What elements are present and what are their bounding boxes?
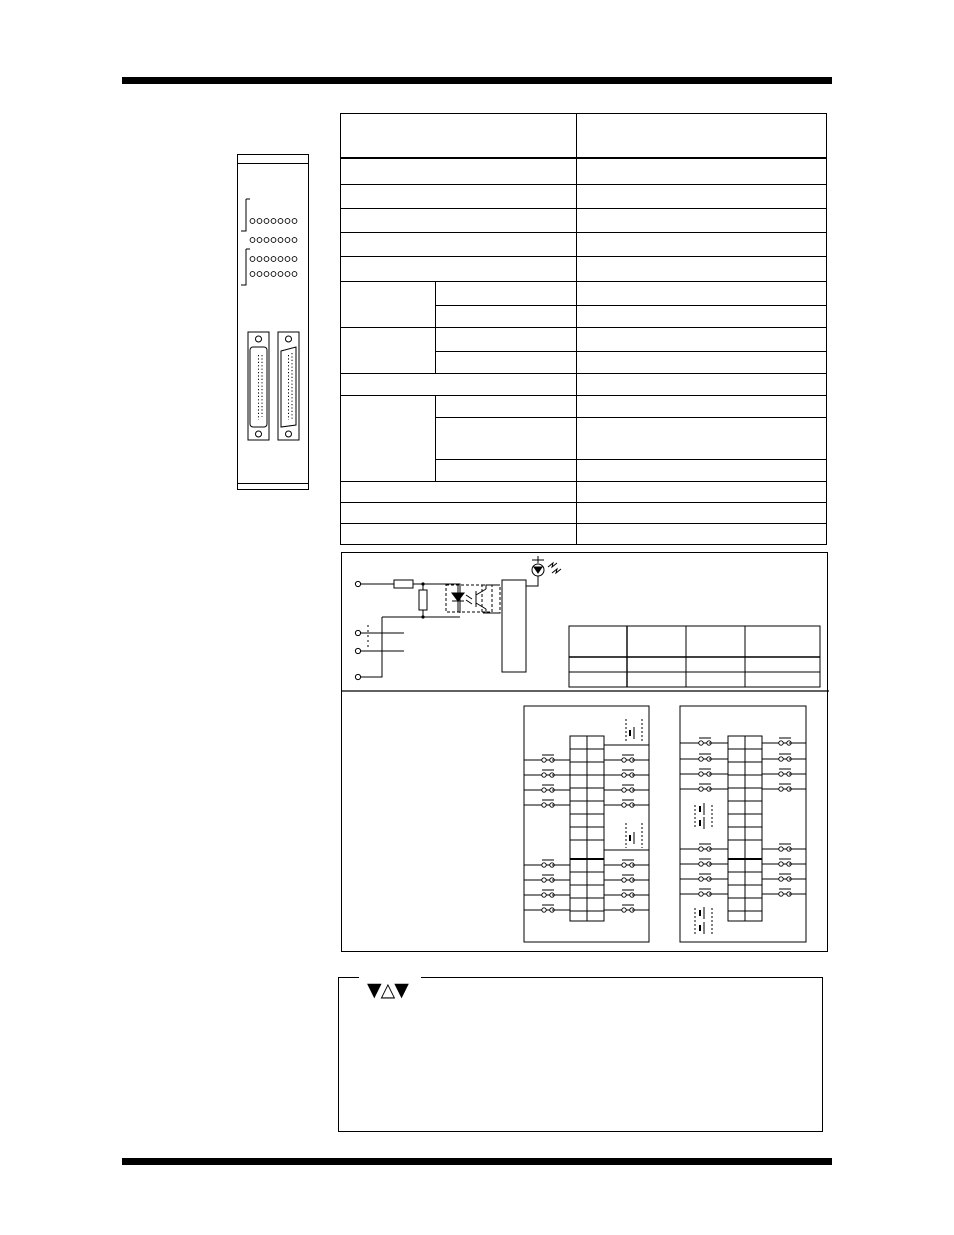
spec-cell: [577, 158, 827, 184]
spec-cell: [577, 417, 827, 459]
spec-cell: [341, 256, 577, 281]
spec-cell: [436, 327, 577, 351]
spec-cell: [577, 256, 827, 281]
led-rows: [250, 219, 297, 277]
connector-right: [278, 332, 299, 440]
spec-cell: [577, 351, 827, 373]
module-drawing: [238, 155, 310, 491]
spec-header-spec: [577, 114, 827, 159]
input-terminals: [355, 581, 360, 679]
spec-cell: [341, 158, 577, 184]
spec-cell: [577, 373, 827, 395]
spec-cell: [577, 184, 827, 208]
input-circuit-panel: [341, 552, 828, 952]
module-bottom-band: [238, 483, 308, 484]
photocoupler: [446, 585, 500, 613]
wiring-table: [569, 626, 820, 687]
top-rule: [122, 77, 832, 84]
internal-logic-block: [502, 580, 526, 672]
spec-cell: [436, 281, 577, 305]
spec-cell: [577, 481, 827, 502]
spec-cell: [577, 327, 827, 351]
caution-icon: ▼△▼: [367, 979, 408, 1001]
spec-cell: [577, 502, 827, 523]
spec-cell: [436, 305, 577, 327]
bottom-rule: [122, 1158, 832, 1165]
spec-group-cell: [341, 327, 436, 373]
connector-left: [248, 332, 269, 440]
spec-cell: [577, 208, 827, 232]
input-wiring: [361, 580, 460, 677]
spec-cell: [577, 523, 827, 544]
led-indicator-icon: [532, 556, 561, 576]
spec-cell: [577, 305, 827, 327]
spec-cell: [341, 232, 577, 256]
spec-group-cell: [341, 281, 436, 327]
spec-cell: [436, 395, 577, 417]
caution-box: [338, 977, 823, 1132]
spec-cell: [577, 395, 827, 417]
spec-cell: [341, 523, 577, 544]
spec-cell: [341, 502, 577, 523]
spec-cell: [341, 184, 577, 208]
module-front-view: [237, 154, 309, 490]
spec-cell: [577, 459, 827, 481]
spec-cell: [577, 281, 827, 305]
spec-group-cell: [341, 395, 436, 481]
wiring-diagram-sink: [524, 706, 649, 942]
spec-cell: [577, 232, 827, 256]
spec-cell: [436, 351, 577, 373]
spec-header-item: [341, 114, 577, 159]
spec-cell: [341, 373, 577, 395]
spec-cell: [436, 459, 577, 481]
spec-cell: [341, 208, 577, 232]
spec-cell: [436, 417, 577, 459]
circuit-diagram: [342, 553, 829, 953]
module-top-band: [238, 163, 308, 164]
spec-cell: [341, 481, 577, 502]
spec-table: [340, 113, 827, 545]
